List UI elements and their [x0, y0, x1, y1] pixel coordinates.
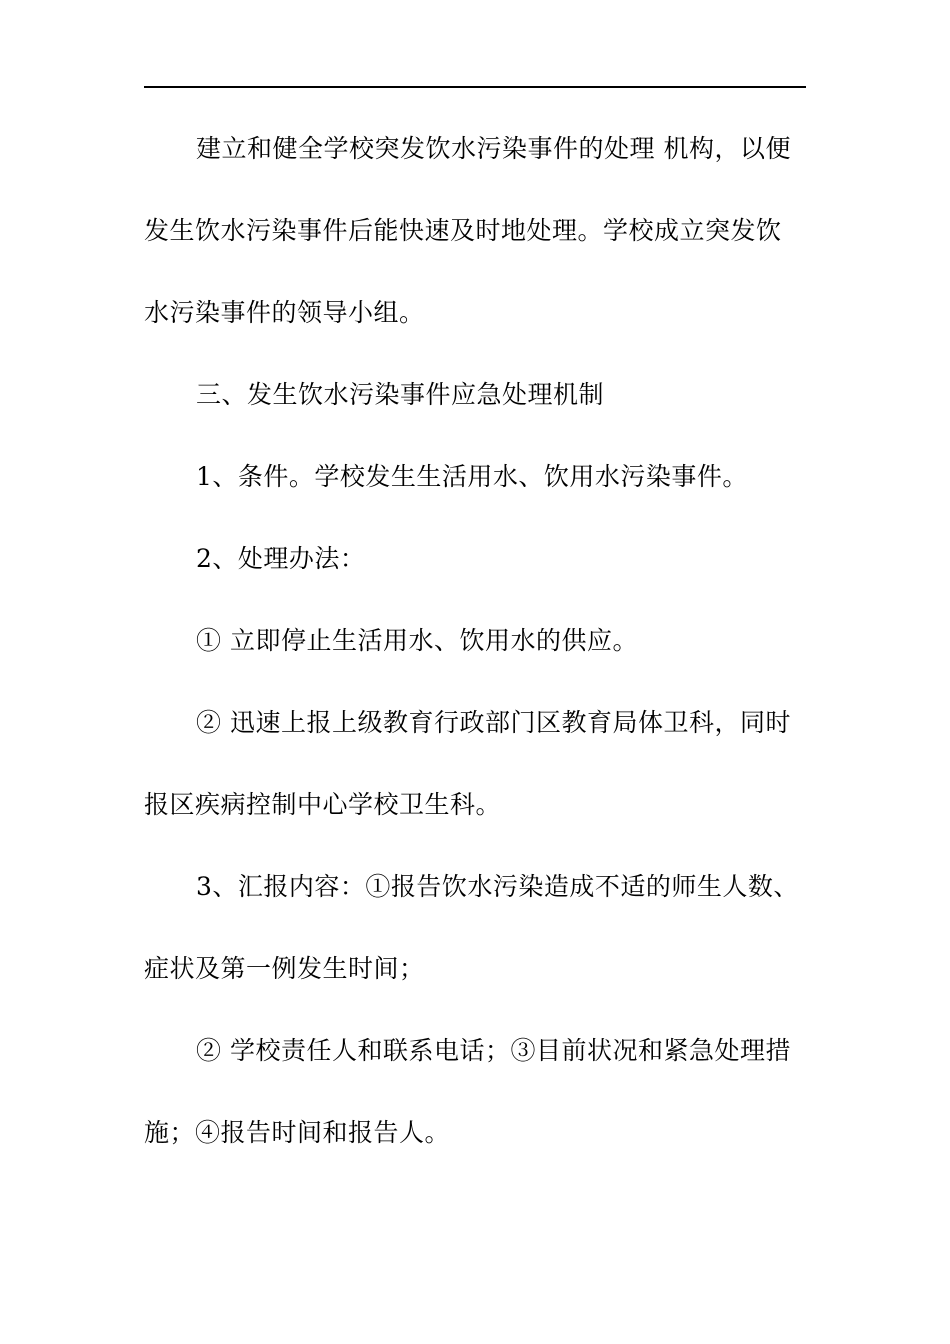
- body-line-2: 发生饮水污染事件后能快速及时地处理。学校成立突发饮: [144, 216, 782, 245]
- report-content-line-2: 施；④报告时间和报告人。: [144, 1118, 451, 1147]
- body-line-1: 建立和健全学校突发饮水污染事件的处理 机构，以便: [196, 134, 791, 163]
- list-item-3-line-2: 症状及第一例发生时间；: [144, 954, 425, 983]
- list-item-1: 1、条件。学校发生生活用水、饮用水污染事件。: [196, 462, 748, 491]
- body-line-3: 水污染事件的领导小组。: [144, 298, 425, 327]
- subitem-2-line-2: 报区疾病控制中心学校卫生科。: [144, 790, 502, 819]
- list-item-3-line-1: 3、汇报内容：①报告饮水污染造成不适的师生人数、: [196, 872, 799, 901]
- section-heading: 三、发生饮水污染事件应急处理机制: [196, 380, 605, 409]
- subitem-1: ① 立即停止生活用水、饮用水的供应。: [196, 626, 638, 655]
- report-content-line-1: ② 学校责任人和联系电话；③目前状况和紧急处理措: [196, 1036, 791, 1065]
- header-rule: [144, 86, 806, 88]
- document-body: [144, 128, 806, 1194]
- list-item-2: 2、处理办法：: [196, 544, 366, 573]
- subitem-2-line-1: ② 迅速上报上级教育行政部门区教育局体卫科，同时: [196, 708, 791, 737]
